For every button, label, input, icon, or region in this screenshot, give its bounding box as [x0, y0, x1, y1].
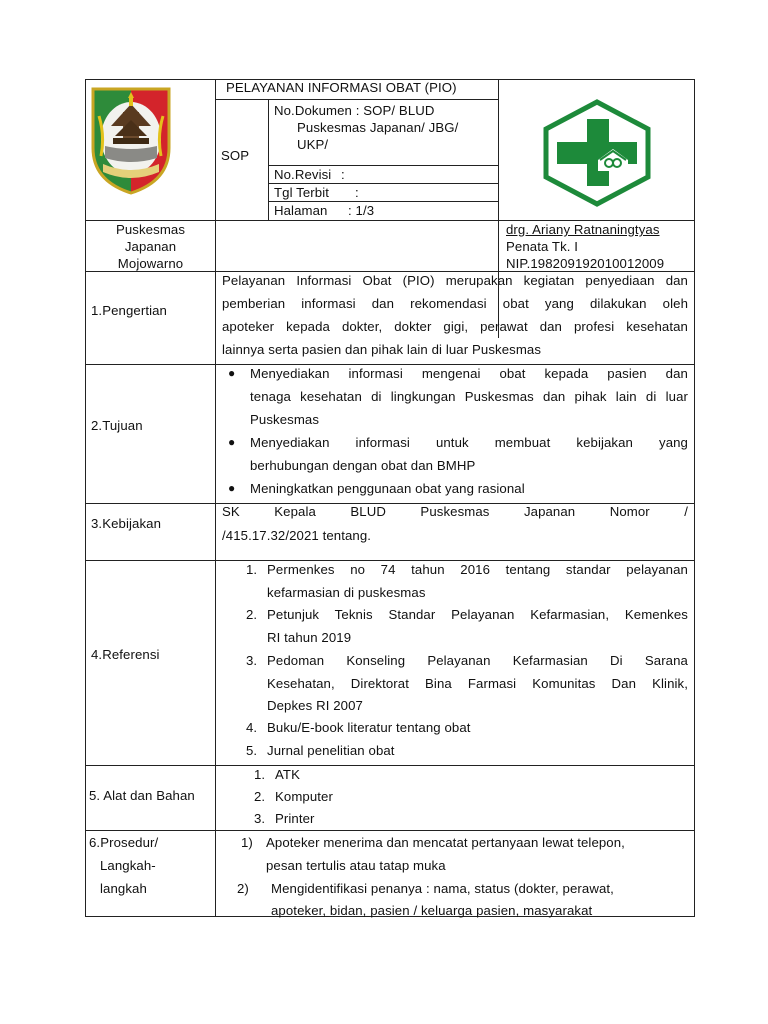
revision-value: :: [341, 167, 345, 182]
pengertian-line1: Pelayanan Informasi Obat (PIO) merupakan kegiatan penyediaan dan: [222, 273, 688, 288]
section-label-referensi: 4.Referensi: [91, 647, 160, 662]
tujuan-line1: Menyediakan informasi mengenai obat kepada pasien dan: [250, 366, 688, 381]
row-divider-6: [85, 830, 695, 831]
list-number: 2): [237, 881, 249, 896]
issue-date-value: :: [355, 185, 359, 200]
head-signatory-rank: Penata Tk. I: [506, 239, 579, 254]
doc-number-label: No.Dokumen : SOP/ BLUD: [274, 103, 435, 118]
head-signatory-name: drg. Ariany Ratnaningtyas: [506, 222, 660, 237]
referensi-item3-line3: Depkes RI 2007: [267, 698, 363, 713]
section-label-prosedur-line2: Langkah-: [100, 858, 156, 873]
puskesmas-name-line3: Mojowarno: [117, 256, 184, 271]
pengertian-line3: apoteker kepada dokter, dokter gigi, perawat dan profesi kesehatan: [222, 319, 688, 334]
referensi-item2-line2: RI tahun 2019: [267, 630, 352, 645]
referensi-item3-line1: Pedoman Konseling Pelayanan Kefarmasian Di Sarana: [267, 653, 688, 668]
list-number: 5.: [246, 743, 258, 758]
section-label-prosedur-line1: 6.Prosedur/: [89, 835, 159, 850]
revision-label: No.Revisi: [274, 167, 332, 182]
alat-item-komputer: Komputer: [275, 789, 333, 804]
referensi-item4-line1: Buku/E-book literatur tentang obat: [267, 720, 471, 735]
sop-label: SOP: [221, 148, 250, 163]
prosedur-step2-line1: Mengidentifikasi penanya : nama, status (dokter, perawat,: [271, 881, 614, 896]
bullet-dot: ●: [228, 481, 236, 495]
list-number: 1.: [254, 767, 266, 782]
referensi-item5-line1: Jurnal penelitian obat: [267, 743, 395, 758]
column-divider: [215, 79, 216, 917]
document-title: PELAYANAN INFORMASI OBAT (PIO): [226, 80, 457, 95]
bullet-dot: ●: [228, 435, 236, 449]
alat-item-printer: Printer: [275, 811, 315, 826]
list-number: 4.: [246, 720, 258, 735]
section-label-prosedur-line3: langkah: [100, 881, 147, 896]
puskesmas-logo: [540, 99, 654, 207]
section-label-tujuan: 2.Tujuan: [91, 418, 143, 433]
pengertian-line4: lainnya serta pasien dan pihak lain di luar Puskesmas: [222, 342, 542, 357]
kebijakan-line1: SK Kepala BLUD Puskesmas Japanan Nomor /: [222, 504, 688, 519]
prosedur-step1-line2: pesan tertulis atau tatap muka: [266, 858, 446, 873]
tujuan-line6: Meningkatkan penggunaan obat yang rasional: [250, 481, 525, 496]
page-label: Halaman: [274, 203, 328, 218]
alat-item-atk: ATK: [275, 767, 300, 782]
tujuan-line2: tenaga kesehatan di lingkungan Puskesmas dan pihak lain di luar: [250, 389, 688, 404]
referensi-item2-line1: Petunjuk Teknis Standar Pelayanan Kefarmasian, Kemenkes: [267, 607, 688, 622]
prosedur-step1-line1: Apoteker menerima dan mencatat pertanyaan lewat telepon,: [266, 835, 625, 850]
list-number: 2.: [254, 789, 266, 804]
bullet-dot: ●: [228, 366, 236, 380]
section-label-alat-bahan: 5. Alat dan Bahan: [89, 788, 195, 803]
frame-right: [694, 79, 695, 917]
head-signatory-nip: NIP.198209192010012009: [506, 256, 665, 271]
page-value: : 1/3: [348, 203, 375, 218]
tujuan-line4: Menyediakan informasi untuk membuat kebijakan yang: [250, 435, 688, 450]
list-number: 1.: [246, 562, 258, 577]
issue-date-label: Tgl Terbit: [274, 185, 329, 200]
section-label-kebijakan: 3.Kebijakan: [91, 516, 162, 531]
referensi-item1-line1: Permenkes no 74 tahun 2016 tentang standar pelayanan: [267, 562, 688, 577]
puskesmas-name-line2: Japanan: [124, 239, 177, 254]
prosedur-step2-line2: apoteker, bidan, pasien / keluarga pasien, masyarakat: [271, 903, 593, 918]
kebijakan-line2: /415.17.32/2021 tentang.: [222, 528, 372, 543]
doc-number-value-line3: UKP/: [297, 137, 329, 152]
row-divider-5: [85, 765, 695, 766]
list-number: 3.: [246, 653, 258, 668]
referensi-item3-line2: Kesehatan, Direktorat Bina Farmasi Komunitas Dan Klinik,: [267, 676, 688, 691]
header-title-divider: [215, 99, 499, 100]
jombang-regency-logo: [89, 86, 173, 196]
tujuan-line5: berhubungan dengan obat dan BMHP: [250, 458, 476, 473]
doc-number-value-line2: Puskesmas Japanan/ JBG/: [297, 120, 459, 135]
pengertian-line2: pemberian informasi dan rekomendasi obat yang dilakukan oleh: [222, 296, 688, 311]
frame-left: [85, 79, 86, 917]
section-label-pengertian: 1.Pengertian: [91, 303, 167, 318]
referensi-item1-line2: kefarmasian di puskesmas: [267, 585, 426, 600]
list-number: 3.: [254, 811, 266, 826]
puskesmas-name-line1: Puskesmas: [115, 222, 186, 237]
list-number: 2.: [246, 607, 258, 622]
tujuan-line3: Puskesmas: [250, 412, 320, 427]
list-number: 1): [241, 835, 253, 850]
